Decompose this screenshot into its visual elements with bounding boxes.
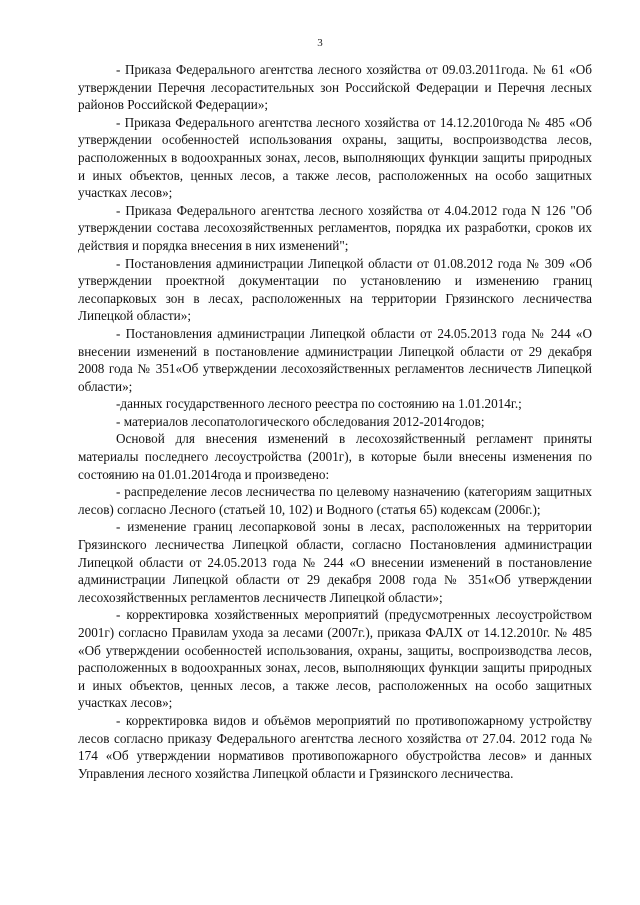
- paragraph-basis-for-changes: Основой для внесения изменений в лесохозяйственный регламент приняты материалы последнего лесоустройства (2001г), в которые были внесены изменения по состоянию на 01.01.2014года и произведено:: [78, 431, 592, 482]
- paragraph-pathology-survey: - материалов лесопатологического обследования 2012-2014годов;: [116, 413, 485, 429]
- page-number: 3: [317, 37, 323, 49]
- paragraph-activities-correction: - корректировка хозяйственных мероприятий (предусмотренных лесоустройством 2001г) согласно Правилам ухода за лесами (2007г.), приказа ФАЛХ от 14.12.2010г. № 485 «Об утверждении особенностей использования, охраны, защиты, воспроизводства лесов, расположенных в водоохранных зонах, лесов, выполняющих функции защиты природных и иных объектов, ценных лесов, а также лесов, расположенных на особо защитных участках лесов»;: [78, 607, 592, 711]
- paragraph-forest-distribution: - распределение лесов лесничества по целевому назначению (категориям защитных лесов) согласно Лесного (статьей 10, 102) и Водного (статья 65) кодексам (2006г.);: [78, 484, 592, 517]
- paragraph-order-485: - Приказа Федерального агентства лесного хозяйства от 14.12.2010года № 485 «Об утверждении особенностей использования охраны, защиты, воспроизводства лесов, расположенных в водоохранных зонах, лесов, выполняющих функции защиты природных и иных объектов, ценных лесов, а также лесов, расположенных на особо защитных участках лесов»;: [78, 114, 592, 201]
- paragraph-forest-registry: -данных государственного лесного реестра по состоянию на 1.01.2014г.;: [116, 396, 522, 412]
- paragraph-resolution-309: - Постановления администрации Липецкой области от 01.08.2012 года № 309 «Об утверждении проектной документации по установлению и изменению границ лесопарковых зон в лесах, расположенных на территории Грязинского лесничества Липецкой области»;: [78, 255, 592, 324]
- paragraph-fire-prevention: - корректировка видов и объёмов мероприятий по противопожарному устройству лесов согласно приказу Федерального агентства лесного хозяйства от 27.04. 2012 года № 174 «Об утверждении нормативов противопожарного обустройства лесов» и данных Управления лесного хозяйства Липецкой области и Грязинского лесничества.: [78, 712, 592, 781]
- paragraph-resolution-244: - Постановления администрации Липецкой области от 24.05.2013 года № 244 «О внесении изменений в постановление администрации Липецкой области от 29 декабря 2008 года № 351«Об утверждении лесохозяйственных регламентов лесничеств Липецкой области»;: [78, 325, 592, 394]
- document-body: [78, 61, 592, 782]
- paragraph-order-61: - Приказа Федерального агентства лесного хозяйства от 09.03.2011года. № 61 «Об утверждении Перечня лесорастительных зон Российской Федерации и Перечня лесных районов Российской Федерации»;: [78, 62, 592, 113]
- paragraph-order-126: - Приказа Федерального агентства лесного хозяйства от 4.04.2012 года N 126 "Об утверждении состава лесохозяйственных регламентов, порядка их разработки, сроков их действия и порядка внесения в них изменений";: [78, 202, 592, 253]
- paragraph-park-zone-change: - изменение границ лесопарковой зоны в лесах, расположенных на территории Грязинского лесничества Липецкой области, согласно Постановления администрации Липецкой области от 24.05.2013 года № 244 «О внесении изменений в постановление администрации Липецкой области от 29 декабря 2008 года № 351«Об утверждении лесохозяйственных регламентов лесничеств Липецкой области»;: [78, 519, 592, 605]
